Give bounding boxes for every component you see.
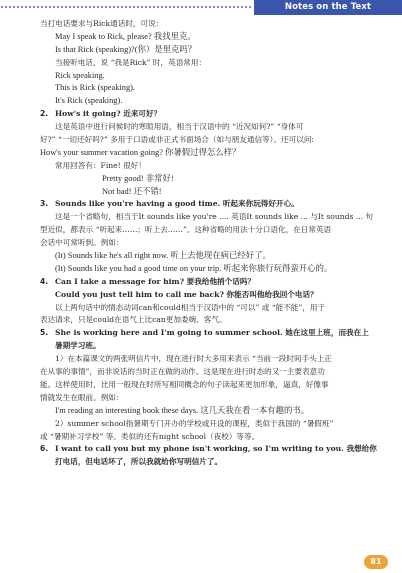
text-line: 常用回答有：Fine! 很好！ <box>55 160 146 170</box>
text-line: 这是英语中进行问候时的寒暄用语，相当于汉语中的 “近况如何?” “身体可 <box>55 122 304 132</box>
text-line: 2）summer school指暑期专门开办的学校或开设的课程，类似于我国的 “暑假班” <box>55 418 334 428</box>
text-line: 情就发生在眼前。例如： <box>40 392 124 402</box>
text-line: 能。这样使用时，比用一般现在时所写相同概念的句子读起来更加形象，逼真，好像事 <box>40 379 329 389</box>
note-heading-text: Can I take a message for him? 要我给他捎个话吗？ <box>55 276 256 286</box>
section-header-tab: Notes on the Text <box>254 0 402 15</box>
header-dotted-rule <box>0 6 252 8</box>
note-number: 3. <box>40 199 49 209</box>
example-line: Is that Rick (speaking)?(你）是里克吗？ <box>55 44 197 54</box>
text-line: 1）在本篇课文的两张明信片中，现在进行时大多用来表示 “当前一段时间手头上正 <box>55 354 332 364</box>
note-heading-text: 打电话，但电话坏了，所以我就给你写明信片了。 <box>55 457 223 467</box>
note-heading <box>40 276 386 289</box>
text-line: 这是一个省略句，相当于It sounds like you're .... 英语It sounds like ... 与It sounds ... 句 <box>55 212 374 222</box>
note-number: 4. <box>40 276 49 286</box>
note-heading-text: How's it going? 近来可好？ <box>55 109 162 119</box>
example-line: It's Rick (speaking). <box>55 96 123 106</box>
example-line: (It) Sounds like he's all right now. 听上去他现在病已经好了。 <box>55 251 271 261</box>
example-line: May I speak to Rick, please? 我找里克。 <box>55 31 196 41</box>
text-line: 表达请求，只是could在语气上比can更加委婉、客气。 <box>40 315 227 325</box>
example-line: This is Rick (speaking). <box>55 83 136 93</box>
text-line: 以上两句话中的情态动词can和could相当于汉语中的 “可以” 或 “能不能”，用于 <box>55 302 326 312</box>
text-line: 好?” “一切还好吗?” 多用于口语或非正式书面场合（如与朋友通信等）。还可以问: <box>40 135 314 145</box>
note-heading <box>40 198 386 211</box>
text-line: 当接听电话，说 “我是Rick” 时，英语常用： <box>55 57 207 67</box>
text-line: 会话中可常听到。例如： <box>40 238 124 248</box>
example-line: Not bad! 还不错! <box>102 186 162 196</box>
text-line: 或 “暑期补习学校” 等。类似的还有night school（夜校）等等。 <box>40 431 260 441</box>
note-number: 2. <box>40 109 49 119</box>
note-number: 5. <box>40 328 49 338</box>
text-line: 当打电话要求与Rick通话时，可说： <box>40 19 164 28</box>
text-line: How's your summer vacation going? 你暑假过得怎么样？ <box>40 147 241 157</box>
text-line: 在从事的事情”，而非说话的当时正在做的动作。这是现在进行时态的又一主要表意功 <box>40 367 325 377</box>
note-heading-text: I want to call you but my phone isn't working, so I'm writing to you. 我想给你 <box>55 444 377 454</box>
note-heading <box>40 443 386 456</box>
note-number: 6. <box>40 444 49 454</box>
note-heading-text: 暑期学习班。 <box>55 341 101 351</box>
example-line: I'm reading an interesting book these days. 这几天我在看一本有趣的书。 <box>55 405 310 415</box>
example-line: Pretty good! 非常好! <box>102 173 174 183</box>
page-number-badge: 81 <box>364 555 388 569</box>
notes-body <box>40 18 386 469</box>
example-line: (It) Sounds like you had a good time on your trip. 听起来你旅行玩得蛮开心的。 <box>55 263 333 273</box>
note-heading-text: She is working here and I'm going to summer school. 她在这里上班，而我在上 <box>55 328 369 338</box>
note-heading-text: Could you just tell him to call me back? 你能否叫他给我回个电话？ <box>55 289 318 299</box>
example-line: Rick speaking. <box>55 70 105 80</box>
text-line: 型近似，都表示 “听起来……；听上去……”。这种省略的用法十分口语化，在日常英语 <box>40 225 332 235</box>
note-heading <box>40 108 386 121</box>
note-heading <box>40 327 386 340</box>
note-heading-text: Sounds like you're having a good time. 听起来你玩得好开心。 <box>55 199 299 209</box>
